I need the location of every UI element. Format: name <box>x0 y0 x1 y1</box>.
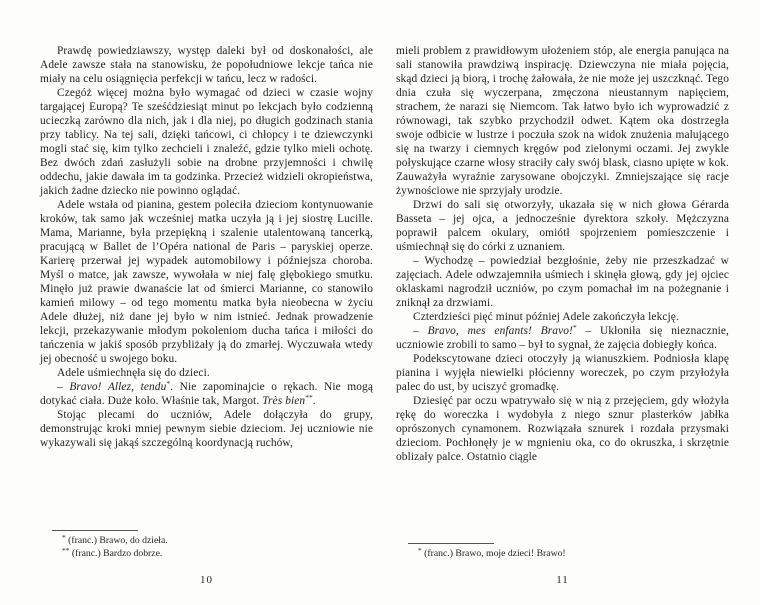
paragraph: Podekscytowane dzieci otoczyły ją wianuszkiem. Podniosła klapę pianina i wyjęła niewielki płócienny woreczek, po czym przyłożyła palec do ust, by uciszyć gromadkę. <box>396 353 729 393</box>
paragraph: Adele uśmiechnęła się do dzieci. <box>57 367 210 379</box>
page-left <box>40 44 373 586</box>
footnote: * (franc.) Brawo, moje dzieci! Brawo! <box>418 546 566 559</box>
footnotes-section <box>396 543 729 560</box>
footnote: * (franc.) Brawo, do dzieła. <box>62 533 168 546</box>
footnotes-section <box>40 530 373 560</box>
paragraph: Czegóż więcej można było wymagać od dzieci w czasie wojny targającej Europą? Te sześćdziesiąt minut po lekcjach było codzienną ucieczką zarówno dla nich, jak i dla niej, po długich godzinach stania przy tablicy. Na tej sali, dzięki tańcowi, ci chłopcy i te dziewczynki mogli stać się, kim tylko zechcieli i znaleźć, gdzie tylko mieli ochotę. Bez dwóch zdań zasłużyli sobie na drobne przyjemności i chwilę oddechu, jakie dawała im ta godzinka. Przecież widzieli okropieństwa, jakich żadne dziecko nie powinno oglądać. <box>40 87 373 197</box>
paragraph: Czterdzieści pięć minut później Adele zakończyła lekcję. <box>413 311 679 323</box>
footnote: ** (franc.) Bardzo dobrze. <box>62 546 163 559</box>
paragraph: – Bravo, mes enfants! Bravo!* – Ukłoniła się nieznacznie, uczniowie zrobili to samo – był to sygnał, że zajęcia dobiegły końca. <box>396 323 729 351</box>
page-number: 10 <box>200 574 213 586</box>
paragraph: mieli problem z prawidłowym ułożeniem stóp, ale energia panująca na sali stanowiła prawdziwą inspirację. Dziewczyna nie miała pojęcia, skąd dzieci ją biorą, i trochę żałowała, że nie może jej uszczknąć. Tego dnia czuła się wyczerpana, zmęczona nieustannym napięciem, strachem, że narazi się Niemcom. Tak łatwo było ich wyprowadzić z równowagi, tak szybko przychodził odwet. Kątem oka dostrzegła swoje odbicie w lustrze i poczuła szok na widok znużenia malującego się na twarzy i ciemnych kręgów pod zielonymi oczami. Jej zwykle połyskujące czarne włosy straciły cały swój blask, ciasno upięte w kok. Zauważyła wyraźnie zarysowane obojczyki. Zmniejszające się racje żywnościowe nie sprzyjały urodzie. <box>396 45 729 197</box>
page-text <box>396 44 729 464</box>
footnotes-list <box>40 534 373 560</box>
paragraph: – Wychodzę – powiedział bezgłośnie, żeby nie przeszkadzać w zajęciach. Adele odwzajemniła uśmiech i skinęła głową, gdy jej ojciec oklaskami nagrodził uczniów, po czym pomachał im na pożegnanie i zniknął za drzwiami. <box>396 255 729 309</box>
book-spread <box>40 44 730 586</box>
footnote-rule <box>52 530 138 531</box>
footnotes-list <box>396 547 729 560</box>
paragraph: Prawdę powiedziawszy, występ daleki był od doskonałości, ale Adele zawsze stała na stanowisku, że popołudniowe lekcje tańca nie miały na celu osiągnięcia perfekcji w tańcu, lecz w radości. <box>40 45 373 85</box>
paragraph: – Bravo! Allez, tendu*. Nie zapominajcie o rękach. Nie mogą dotykać ciała. Duże koło. Właśnie tak, Margot. Très bien**. <box>40 379 373 407</box>
page-right <box>396 44 729 586</box>
footnote-rule <box>408 543 494 544</box>
paragraph: Dziesięć par oczu wpatrywało się w nią z przejęciem, gdy włożyła rękę do woreczka i wydobyła z niego sznur plasterków jabłka oprószonych cynamonem. Rozwiązała sznurek i rozdała przysmaki dzieciom. Pochłonęły je w mgnieniu oka, co do okruszka, i skrzętnie oblizały palce. Ostatnio ciągle <box>396 395 729 463</box>
page-number: 11 <box>556 574 569 586</box>
paragraph: Adele wstała od pianina, gestem poleciła dzieciom kontynuowanie kroków, tak samo jak wcześniej matka uczyła ją i jej siostrę Lucille. Mama, Marianne, była przepiękną i szalenie utalentowaną tancerką, pracującą w Ballet de l’Opéra national de Paris – paryskiej operze. Karierę przerwał jej wypadek automobilowy i późniejsza choroba. Myśl o matce, jak zawsze, wywołała w niej falę głębokiego smutku. Minęło już prawie dwanaście lat od śmierci Marianne, co stanowiło kamień milowy – od tego momentu matka była nieobecna w życiu Adele dłużej, niż dane jej było w nim istnieć. Jednak prowadzenie lekcji, przekazywanie młodym pokoleniom ducha tańca i miłości do tańczenia w jakiś sposób przybliżały ją do zmarłej. Wyczuwała wtedy jej obecność u swojego boku. <box>40 199 373 365</box>
paragraph: Stojąc plecami do uczniów, Adele dołączyła do grupy, demonstrując kroki mniej pewnym siebie dzieciom. Jej uczniowie nie wykazywali się jakąś szczególną koordynacją ruchów, <box>40 409 373 449</box>
page-text <box>40 44 373 450</box>
paragraph: Drzwi do sali się otworzyły, ukazała się w nich głowa Gérarda Basseta – jej ojca, a jednocześnie dyrektora szkoły. Mężczyzna poprawił palcem okulary, omiótł spojrzeniem pomieszczenie i uśmiechnął się do córki z uznaniem. <box>396 199 729 253</box>
